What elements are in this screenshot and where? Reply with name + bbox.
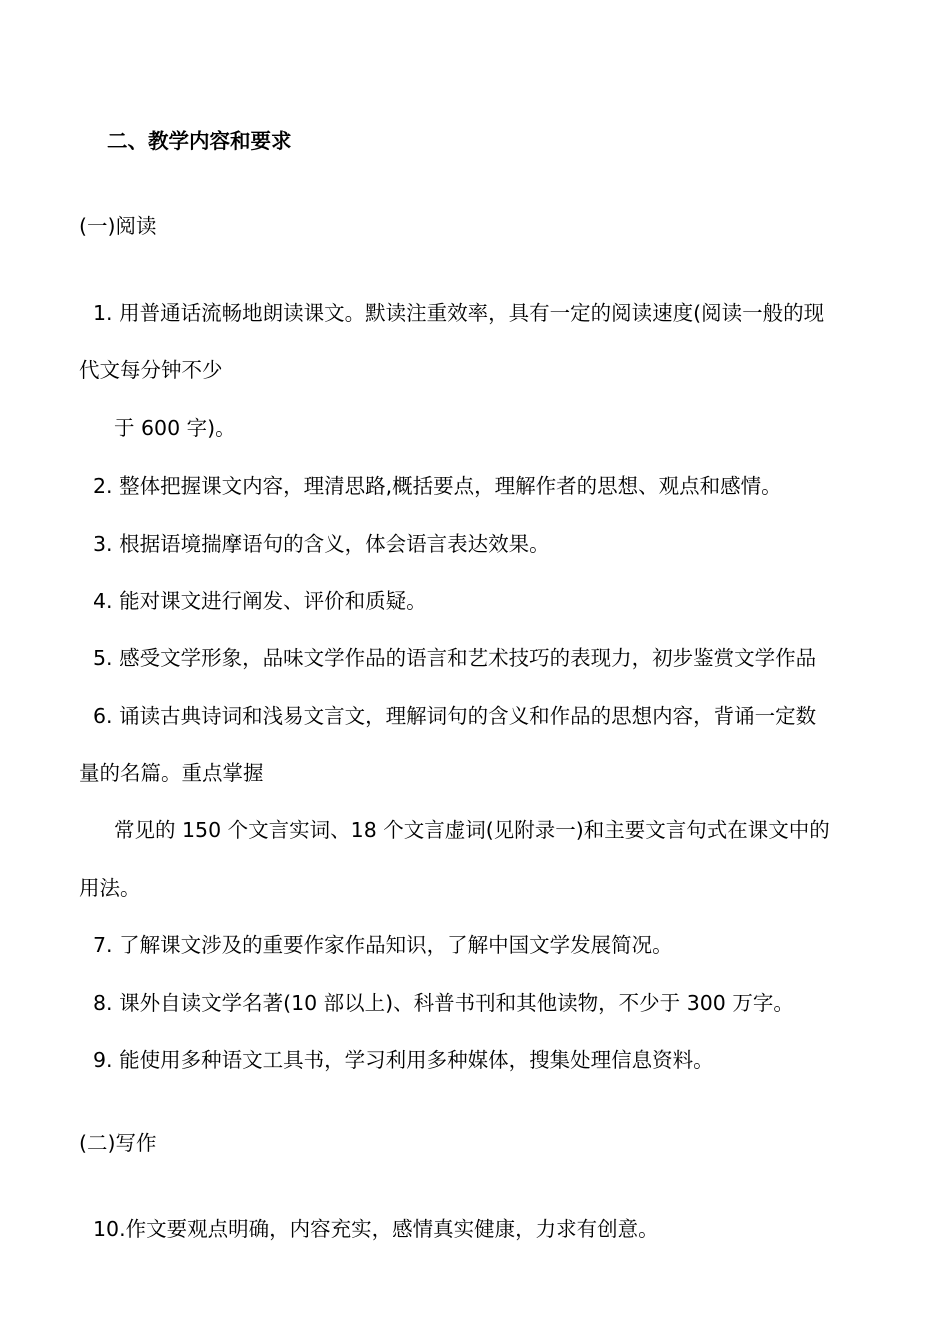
list-item-1-line-2: 代文每分钟不少 <box>79 358 223 382</box>
list-item-6-line-2: 量的名篇。重点掌握 <box>79 761 264 785</box>
subsection-title-reading: (一)阅读 <box>79 214 157 238</box>
list-item-6-line-3: 常见的 150 个文言实词、18 个文言虚词(见附录一)和主要文言句式在课文中的 <box>114 818 830 842</box>
list-item-1-line-1: 1. 用普通话流畅地朗读课文。默读注重效率，具有一定的阅读速度(阅读一般的现 <box>93 301 825 325</box>
list-item-6-line-1: 6. 诵读古典诗词和浅易文言文，理解词句的含义和作品的思想内容，背诵一定数 <box>93 704 817 728</box>
list-item-3: 3. 根据语境揣摩语句的含义，体会语言表达效果。 <box>93 532 550 556</box>
list-item-10: 10.作文要观点明确，内容充实，感情真实健康，力求有创意。 <box>93 1217 659 1241</box>
list-item-2: 2. 整体把握课文内容，理清思路,概括要点，理解作者的思想、观点和感情。 <box>93 474 782 498</box>
list-item-9: 9. 能使用多种语文工具书，学习利用多种媒体，搜集处理信息资料。 <box>93 1048 714 1072</box>
list-item-1-line-3: 于 600 字)。 <box>114 416 236 440</box>
section-heading: 二、教学内容和要求 <box>107 129 292 153</box>
list-item-8: 8. 课外自读文学名著(10 部以上)、科普书刊和其他读物，不少于 300 万字。 <box>93 991 794 1015</box>
list-item-7: 7. 了解课文涉及的重要作家作品知识，了解中国文学发展简况。 <box>93 933 673 957</box>
list-item-4: 4. 能对课文进行阐发、评价和质疑。 <box>93 589 427 613</box>
subsection-title-writing: (二)写作 <box>79 1131 157 1155</box>
list-item-5: 5. 感受文学形象，品味文学作品的语言和艺术技巧的表现力，初步鉴赏文学作品 <box>93 646 817 670</box>
list-item-6-line-4: 用法。 <box>79 876 141 900</box>
